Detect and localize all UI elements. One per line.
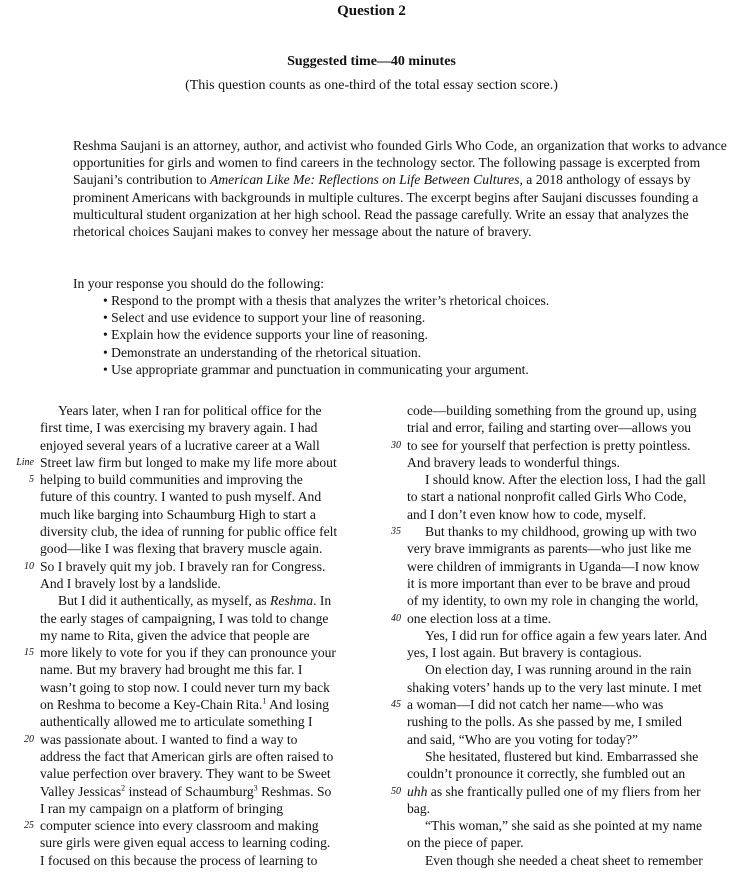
line-number: 25 (24, 820, 34, 832)
passage-right-column (407, 402, 737, 869)
passage-line (40, 731, 370, 748)
instruction-item: • Use appropriate grammar and punctuation in communicating your argument. (103, 361, 549, 378)
line-text: But thanks to my childhood, growing up with two (425, 524, 697, 540)
line-text: diversity club, the idea of running for public office felt (40, 524, 338, 540)
passage-line (407, 713, 737, 730)
suggested-time: Suggested time—40 minutes (287, 54, 456, 69)
question-title: Question 2 (337, 3, 406, 19)
line-text: And losing (266, 697, 330, 713)
instruction-item: • Select and use evidence to support your line of reasoning. (103, 309, 549, 326)
line-text: authentically allowed me to articulate something I (40, 714, 313, 730)
italic-text: Reshma (270, 593, 314, 609)
response-intro: In your response you should do the following: (73, 276, 325, 291)
passage-line (40, 834, 370, 851)
line-text: She hesitated, flustered but kind. Embarrassed she (425, 748, 699, 764)
passage-line (40, 610, 370, 627)
line-text: was passionate about. I wanted to find a way to (40, 731, 298, 747)
line-text: Street law firm but longed to make my life more about (40, 454, 337, 470)
passage-line (40, 800, 370, 817)
passage-line (40, 437, 370, 454)
passage-line (40, 713, 370, 730)
instruction-list (103, 292, 549, 378)
line-text: the early stages of campaigning, I was told to change (40, 610, 329, 626)
passage-line (40, 454, 370, 471)
passage-line (407, 610, 737, 627)
passage-line (40, 419, 370, 436)
line-text: couldn’t pronounce it correctly, she fumbled out an (407, 766, 686, 782)
passage-line (407, 575, 737, 592)
line-text: and said, “Who are you voting for today?” (407, 731, 639, 747)
line-text: code—building something from the ground up, using (407, 403, 697, 418)
line-text: to start a national nonprofit called Girls Who Code, (407, 489, 687, 505)
line-text: yes, I lost again. But bravery is contagious. (407, 645, 642, 661)
passage-line (407, 523, 737, 540)
line-number: 30 (391, 439, 401, 451)
passage-line (40, 558, 370, 575)
line-text: helping to build communities and improving the (40, 472, 303, 488)
line-text: On election day, I was running around in the rain (425, 662, 692, 678)
line-number: 35 (391, 526, 401, 538)
passage-line (407, 454, 737, 471)
line-text: trial and error, failing and starting over—allows you (407, 420, 692, 436)
line-text: much like barging into Schaumburg High to start a (40, 506, 316, 522)
passage-line (40, 852, 370, 869)
passage-line (407, 402, 737, 419)
line-text: I should know. After the election loss, I had the gall (425, 472, 706, 488)
line-text: computer science into every classroom and making (40, 818, 319, 834)
line-text: value perfection over bravery. They want to be Sweet (40, 766, 331, 782)
line-text: sure girls were given equal access to learning coding. (40, 835, 331, 851)
passage-line (407, 817, 737, 834)
passage-line (407, 783, 737, 800)
passage-line (407, 437, 737, 454)
passage-line (40, 627, 370, 644)
passage-line (40, 817, 370, 834)
passage-line (407, 852, 737, 869)
line-text: But I did it authentically, as myself, as (58, 593, 271, 609)
passage-line (407, 506, 737, 523)
instruction-item: • Explain how the evidence supports your line of reasoning. (103, 326, 549, 343)
line-text: it is more important than ever to be brave and proud (407, 575, 691, 591)
line-text: wasn’t going to stop now. I could never turn my back (40, 679, 330, 695)
line-number: 5 (29, 474, 34, 486)
prompt-part-2: , a 2018 anthology of essays by prominent Americans with backgrounds in multiple cultures. The excerpt begins after Saujani discusses founding a multicultural student organization at her high school. Read the passage carefully. Write an essay that analyzes the rhetorical choices Saujani makes to convey her message about the nature of bravery. (73, 172, 699, 240)
passage-line (407, 696, 737, 713)
line-text: address the fact that American girls are often raised to (40, 748, 334, 764)
line-text: rushing to the polls. As she passed by me, I smiled (407, 714, 682, 730)
passage-line (407, 834, 737, 851)
passage-line (40, 592, 370, 609)
book-title: American Like Me: Reflections on Life Between Cultures (210, 172, 520, 188)
line-text: as she frantically pulled one of my fliers from her (427, 783, 701, 799)
line-text: So I bravely quit my job. I bravely ran for Congress. (40, 558, 326, 574)
passage-line (407, 471, 737, 488)
passage-line (40, 523, 370, 540)
line-text: name. But my bravery had brought me this far. I (40, 662, 303, 678)
passage-line (40, 696, 370, 713)
line-text: Years later, when I ran for political office for the (58, 403, 322, 418)
line-text: one election loss at a time. (407, 610, 552, 626)
passage-line (407, 419, 737, 436)
line-text: bag. (407, 800, 431, 816)
passage-line (40, 765, 370, 782)
instruction-item: • Respond to the prompt with a thesis that analyzes the writer’s rhetorical choices. (103, 292, 549, 309)
passage-line (407, 661, 737, 678)
line-text: were children of immigrants in Uganda—I now know (407, 558, 700, 574)
passage-line (407, 679, 737, 696)
italic-text: uhh (407, 783, 428, 799)
passage-line (407, 592, 737, 609)
line-number: 20 (24, 733, 34, 745)
line-text: . In (313, 593, 332, 609)
passage-left-column (40, 402, 370, 869)
line-text: to see for yourself that perfection is pretty pointless. (407, 437, 691, 453)
line-text: Yes, I did run for office again a few years later. And (425, 627, 707, 643)
passage-line (40, 402, 370, 419)
passage-line (40, 575, 370, 592)
line-text: shaking voters’ hands up to the very last minute. I met (407, 679, 702, 695)
passage-line (407, 488, 737, 505)
line-text: I focused on this because the process of learning to (40, 852, 318, 868)
passage-line (407, 731, 737, 748)
line-number: Line (16, 456, 34, 468)
line-text: future of this country. I wanted to push myself. And (40, 489, 322, 505)
passage-line (40, 506, 370, 523)
line-text: enjoyed several years of a lucrative career at a Wall (40, 437, 320, 453)
passage-line (40, 783, 370, 800)
line-number: 40 (391, 612, 401, 624)
passage-line (407, 540, 737, 557)
passage-line (407, 627, 737, 644)
passage-line (40, 679, 370, 696)
prompt-part-1: Reshma Saujani is an attorney, author, and activist who founded Girls Who Code, an organization that works to advance opportunities for girls and women to find careers in the technology sector. The following passage is excerpted from Saujani’s contribution to (73, 138, 727, 188)
line-text: Even though she needed a cheat sheet to remember (425, 852, 703, 868)
footnote-ref: 1 (262, 696, 267, 706)
line-text: good—like I was flexing that bravery muscle again. (40, 541, 323, 557)
footnote-ref: 2 (121, 783, 126, 792)
line-text: a woman—I did not catch her name—who was (407, 697, 664, 713)
line-text: Valley Jessicas (40, 783, 122, 799)
prompt-paragraph (73, 137, 728, 240)
passage-line (40, 488, 370, 505)
passage-line (407, 748, 737, 765)
line-text: first time, I was exercising my bravery again. I had (40, 420, 318, 436)
line-number: 50 (391, 785, 401, 797)
line-text: my name to Rita, given the advice that people are (40, 627, 310, 643)
line-text: and I don’t even know how to code, myself. (407, 506, 647, 522)
passage-line (40, 644, 370, 661)
line-number: 45 (391, 699, 401, 711)
line-text: on the piece of paper. (407, 835, 524, 851)
line-text: on Reshma to become a Key-Chain Rita. (40, 697, 263, 713)
line-number: 15 (24, 647, 34, 659)
footnote-ref: 3 (253, 783, 258, 792)
line-text: And I bravely lost by a landslide. (40, 575, 221, 591)
line-text: Reshmas. So (257, 783, 332, 799)
passage-line (407, 558, 737, 575)
score-note: (This question counts as one-third of the total essay section score.) (185, 78, 558, 93)
passage-line (407, 800, 737, 817)
passage-line (407, 765, 737, 782)
line-text: I ran my campaign on a platform of bringing (40, 800, 284, 816)
line-text: instead of Schaumburg (125, 783, 254, 799)
passage-line (40, 471, 370, 488)
line-text: more likely to vote for you if they can pronounce your (40, 645, 336, 661)
line-text: And bravery leads to wonderful things. (407, 454, 620, 470)
passage-line (407, 644, 737, 661)
line-text: of my identity, to own my role in changing the world, (407, 593, 699, 609)
passage-line (40, 540, 370, 557)
passage-line (40, 661, 370, 678)
line-text: “This woman,” she said as she pointed at my name (425, 818, 703, 834)
line-number: 10 (24, 560, 34, 572)
passage-line (40, 748, 370, 765)
line-text: very brave immigrants as parents—who just like me (407, 541, 692, 557)
instruction-item: • Demonstrate an understanding of the rhetorical situation. (103, 344, 549, 361)
